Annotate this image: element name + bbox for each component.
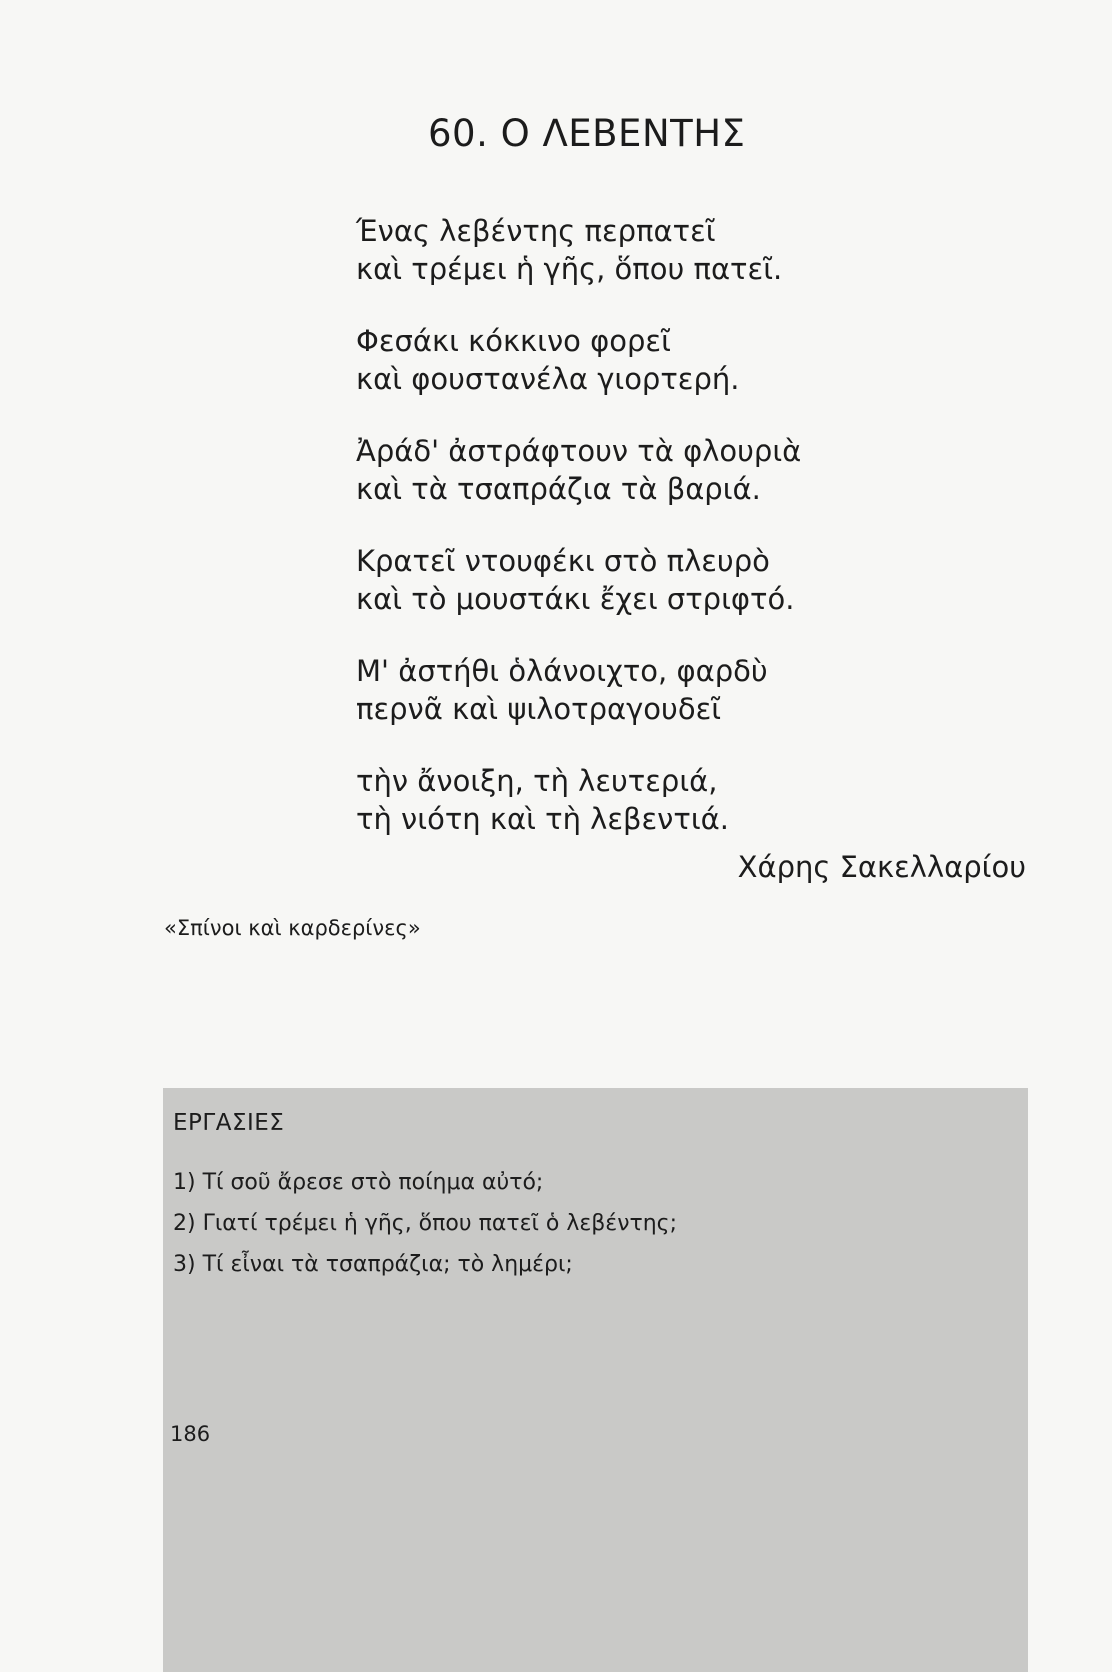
stanza-2 <box>356 322 956 398</box>
question-item: 3) Τί εἶναι τὰ τσαπράζια; τὸ λημέρι; <box>173 1252 573 1277</box>
stanza-6 <box>356 762 956 838</box>
question-item: 2) Γιατί τρέμει ἡ γῆς, ὅπου πατεῖ ὁ λεβέντης; <box>173 1211 677 1236</box>
verse-line: καὶ τὸ μουστάκι ἔχει στριφτό. <box>356 582 795 616</box>
question-item: 1) Τί σοῦ ἄρεσε στὸ ποίημα αὐτό; <box>173 1170 544 1195</box>
poem <box>356 212 956 872</box>
stanza-1 <box>356 212 956 288</box>
exercises-heading: ΕΡΓΑΣΙΕΣ <box>173 1110 285 1136</box>
question-list <box>173 1168 677 1291</box>
verse-line: Μ' ἀστήθι ὁλάνοιχτο, φαρδὺ <box>356 654 768 688</box>
verse-line: καὶ φουστανέλα γιορτερή. <box>356 362 740 396</box>
stanza-4 <box>356 542 956 618</box>
verse-line: τὴ νιότη καὶ τὴ λεβεντιά. <box>356 802 729 836</box>
stanza-3 <box>356 432 956 508</box>
verse-line: τὴν ἄνοιξη, τὴ λευτεριά, <box>356 764 718 798</box>
verse-line: καὶ τρέμει ἡ γῆς, ὅπου πατεῖ. <box>356 252 783 286</box>
author: Χάρης Σακελλαρίου <box>737 850 1026 884</box>
verse-line: περνᾶ καὶ ψιλοτραγουδεῖ <box>356 692 722 726</box>
verse-line: καὶ τὰ τσαπράζια τὰ βαριά. <box>356 472 761 506</box>
page-title: 60. Ο ΛΕΒΕΝΤΗΣ <box>428 112 746 155</box>
stanza-5 <box>356 652 956 728</box>
source-book: «Σπίνοι καὶ καρδερίνες» <box>164 916 421 940</box>
verse-line: Ἀράδ' ἀστράφτουν τὰ φλουριὰ <box>356 434 802 468</box>
verse-line: Ένας λεβέντης περπατεῖ <box>356 214 716 248</box>
verse-line: Κρατεῖ ντουφέκι στὸ πλευρὸ <box>356 544 770 578</box>
verse-line: Φεσάκι κόκκινο φορεῖ <box>356 324 671 358</box>
page-number: 186 <box>170 1422 211 1446</box>
exercises-box <box>163 1088 1028 1672</box>
